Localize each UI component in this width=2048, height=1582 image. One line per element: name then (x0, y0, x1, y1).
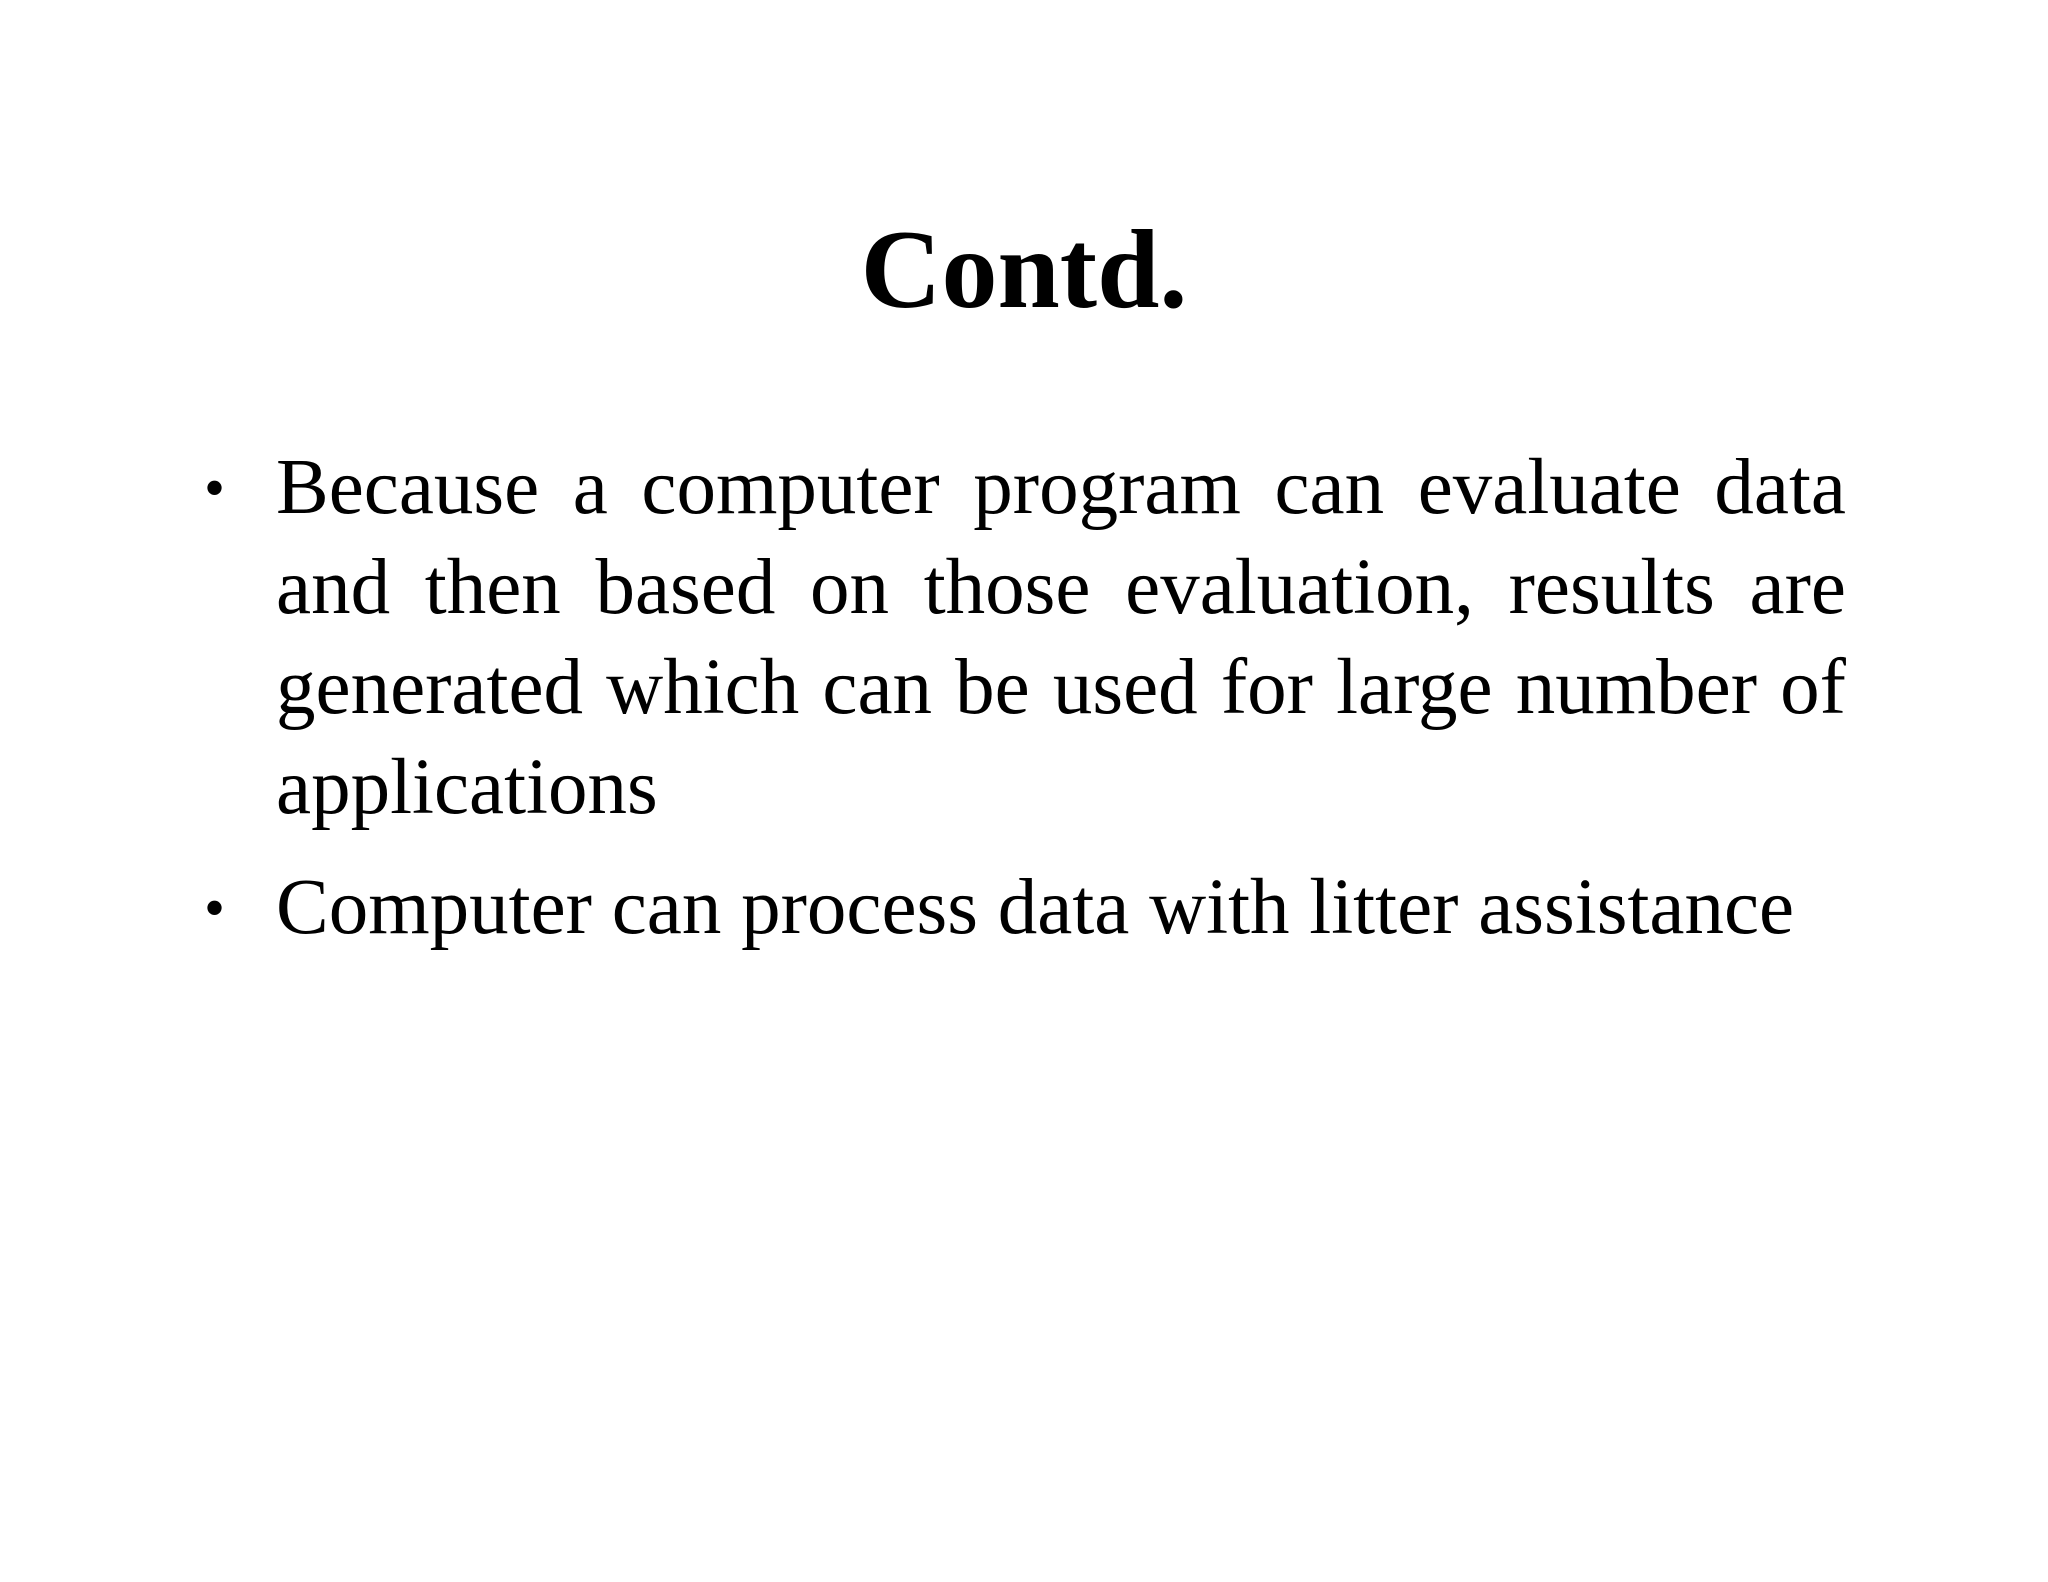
bullet-dot-icon: • (204, 875, 226, 941)
bullet-list (204, 438, 1846, 978)
bullet-item (204, 438, 1846, 838)
bullet-text: Computer can process data with litter assistance (276, 864, 1795, 951)
bullet-item (204, 858, 1846, 958)
slide-title: Contd. (860, 208, 1188, 332)
bullet-dot-icon: • (204, 455, 226, 521)
bullet-text: Because a computer program can evaluate data and then based on those evaluation, results are generated which can be used for large number of applications (276, 444, 1846, 831)
